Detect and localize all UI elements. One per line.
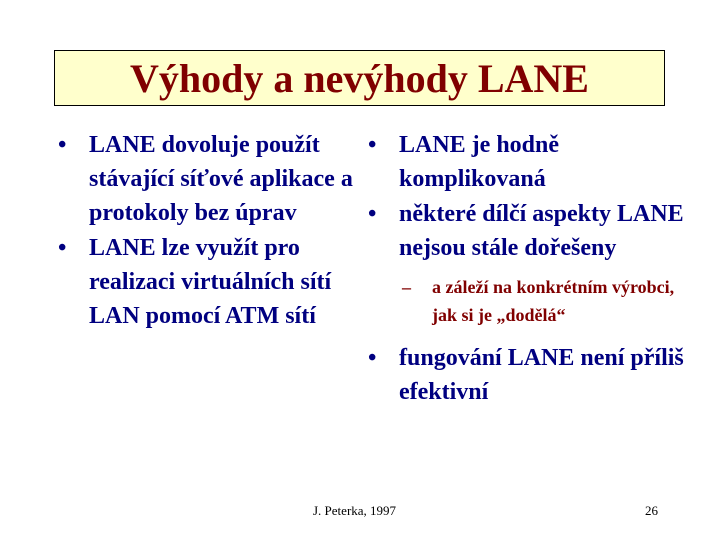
- bullet-marker: •: [368, 132, 377, 158]
- right-bullet-3: [368, 341, 698, 409]
- left-column: [58, 128, 358, 334]
- left-bullet-2: [58, 231, 358, 333]
- bullet-marker: •: [58, 235, 67, 261]
- right-column: [368, 128, 698, 410]
- right-sub-bullet-text: a záleží na konkrétním výrobci, jak si je „dodělá“: [432, 277, 675, 325]
- bullet-marker: •: [58, 132, 67, 158]
- right-bullet-1-text: LANE je hodně komplikovaná: [399, 132, 560, 192]
- sub-bullet-marker: –: [402, 277, 411, 297]
- right-bullet-1: [368, 128, 698, 196]
- page-number: 26: [645, 503, 658, 518]
- title-box: [54, 50, 665, 106]
- bullet-marker: •: [368, 345, 377, 371]
- right-sub-bullet: [402, 273, 698, 329]
- left-bullet-2-text: LANE lze využít pro realizaci virtuálních sítí LAN pomocí ATM sítí: [89, 235, 332, 329]
- left-bullet-1: [58, 128, 358, 230]
- right-bullet-2: [368, 197, 698, 265]
- footer-author: J. Peterka, 1997: [313, 503, 397, 518]
- right-bullet-3-text: fungování LANE není příliš efektivní: [399, 345, 684, 405]
- left-bullet-1-text: LANE dovoluje použít stávající síťové aplikace a protokoly bez úprav: [89, 132, 353, 226]
- slide-title: Výhody a nevýhody LANE: [129, 55, 589, 101]
- right-bullet-2-text: některé dílčí aspekty LANE nejsou stále dořešeny: [399, 201, 684, 261]
- bullet-marker: •: [368, 201, 377, 227]
